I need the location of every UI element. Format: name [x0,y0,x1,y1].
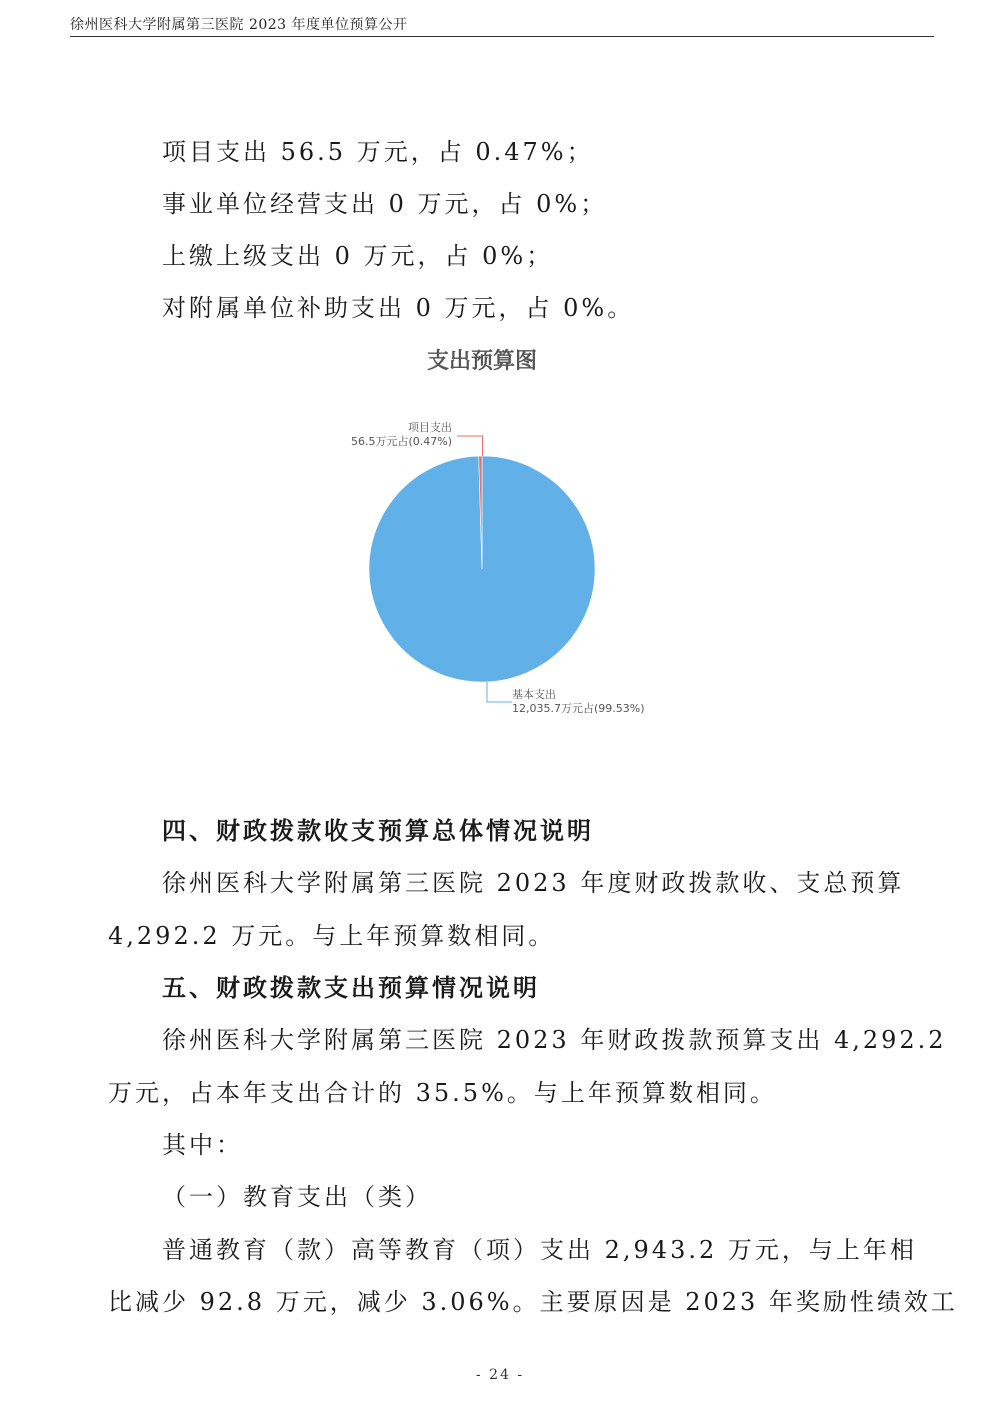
leader-line-project [457,436,483,456]
chart-title: 支出预算图 [426,349,538,374]
paragraph-4-line-1: 徐州医科大学附属第三医院 2023 年度财政拨款收、支总预算 [162,869,905,897]
section-heading-4: 四、财政拨款收支预算总体情况说明 [162,816,594,845]
paragraph-6-line-2: 比减少 92.8 万元，减少 3.06%。主要原因是 2023 年奖励性绩效工 [108,1288,958,1316]
paragraph-6-line-1: 普通教育（款）高等教育（项）支出 2,943.2 万元，与上年相 [162,1236,917,1264]
pie-slices [369,456,595,682]
section-heading-5: 五、财政拨款支出预算情况说明 [162,973,540,1002]
text-line-qizhong: 其中： [162,1131,243,1159]
text-line-remit-expense: 上缴上级支出 0 万元，占 0%； [162,242,554,270]
text-line-subsidy-expense: 对附属单位补助支出 0 万元，占 0%。 [162,294,635,322]
pie-label-project-name: 项目支出 [408,421,452,434]
page-number: - 24 - [475,1367,525,1383]
leader-line-basic [487,682,512,702]
page-header [70,14,934,37]
text-line-project-expense: 项目支出 56.5 万元，占 0.47%； [162,138,594,166]
text-line-business-expense: 事业单位经营支出 0 万元，占 0%； [162,190,608,218]
pie-label-project-value: 56.5万元占(0.47%) [350,435,452,448]
pie-label-basic-name: 基本支出 [512,688,556,701]
subsection-heading-education: （一）教育支出（类） [162,1183,432,1211]
expense-pie-chart [300,335,700,735]
paragraph-5-line-2: 万元，占本年支出合计的 35.5%。与上年预算数相同。 [108,1079,777,1107]
header-title: 徐州医科大学附属第三医院 2023 年度单位预算公开 [70,17,408,33]
paragraph-4-line-2: 4,292.2 万元。与上年预算数相同。 [108,922,556,950]
pie-label-basic-value: 12,035.7万元占(99.53%) [512,702,645,715]
paragraph-5-line-1: 徐州医科大学附属第三医院 2023 年财政拨款预算支出 4,292.2 [162,1026,947,1054]
